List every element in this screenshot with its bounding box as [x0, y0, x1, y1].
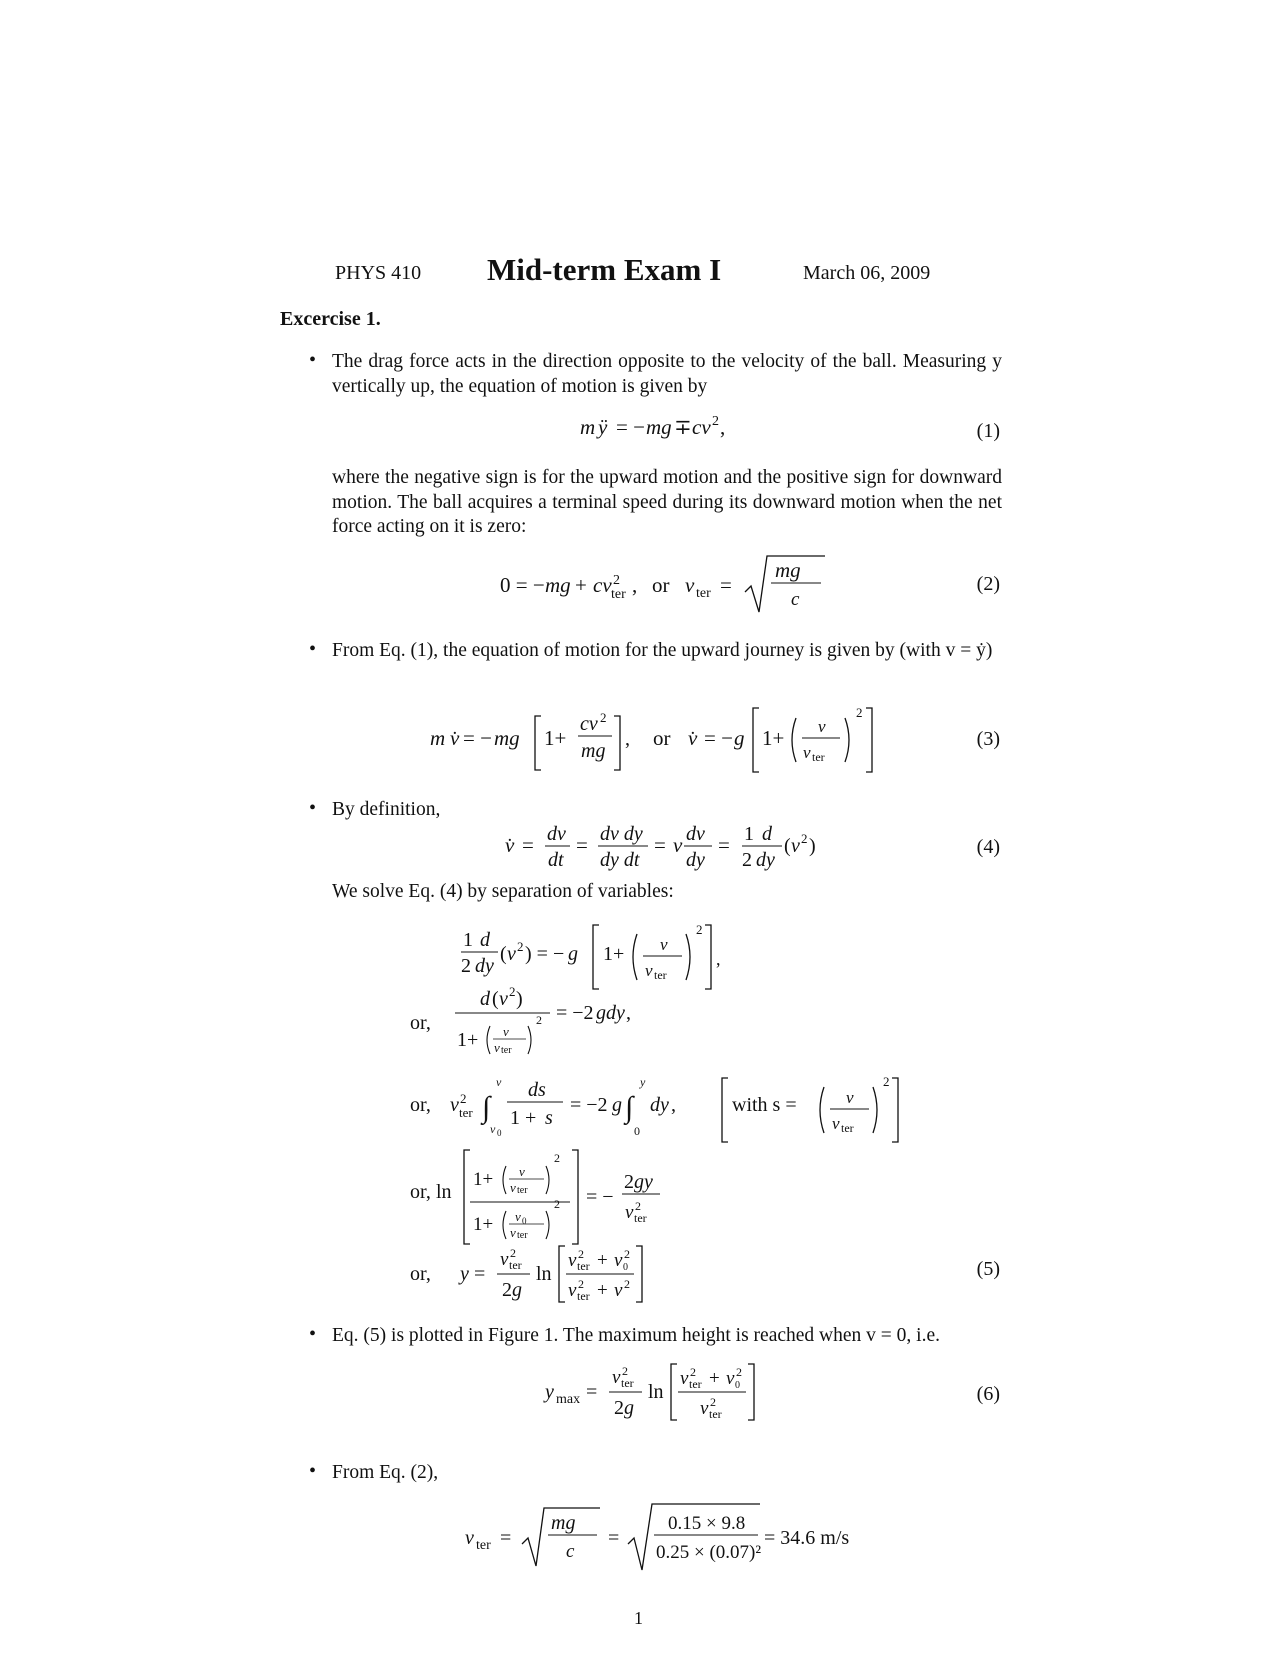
svg-text:v: v — [818, 717, 826, 736]
bullet-2: • — [309, 638, 317, 660]
svg-text:v: v — [568, 1250, 577, 1271]
svg-text:ln: ln — [536, 1263, 552, 1285]
svg-text:=: = — [500, 1527, 512, 1549]
svg-text:ter: ter — [577, 1289, 590, 1303]
svg-text:or: or — [653, 726, 671, 750]
svg-text:2: 2 — [510, 1246, 516, 1260]
svg-text:ter: ter — [709, 1407, 722, 1421]
svg-text:d: d — [480, 988, 490, 1010]
svg-text:ter: ter — [841, 1121, 854, 1135]
svg-text:= −: = − — [463, 726, 492, 750]
svg-text:ter: ter — [459, 1105, 473, 1120]
svg-text:=: = — [720, 573, 732, 597]
svg-text:v: v — [673, 833, 683, 857]
svg-text:mg: mg — [545, 573, 571, 597]
svg-text:2: 2 — [536, 1013, 542, 1027]
numerator: 0.15 × 9.8 — [668, 1513, 746, 1534]
bullet-5: • — [309, 1460, 317, 1482]
svg-text:2: 2 — [624, 1277, 630, 1291]
svg-text:): ) — [516, 988, 523, 1010]
svg-text:v: v — [519, 1164, 525, 1179]
svg-text:y: y — [460, 1263, 469, 1285]
svg-text:v: v — [465, 1527, 474, 1549]
equation-6-number: (6) — [976, 1383, 1000, 1405]
svg-text:dv: dv — [547, 823, 566, 845]
svg-text:ter: ter — [577, 1259, 590, 1273]
svg-text:mg: mg — [551, 1512, 576, 1534]
svg-text:2: 2 — [690, 1365, 696, 1379]
svg-text:= −2: = −2 — [556, 1002, 594, 1024]
svg-text:v: v — [490, 1122, 496, 1136]
svg-text:=: = — [718, 833, 730, 857]
svg-text:=: = — [474, 1263, 486, 1285]
bullet-4: • — [309, 1323, 317, 1345]
svg-text:2: 2 — [710, 1395, 716, 1409]
svg-text:g: g — [624, 1397, 634, 1419]
svg-text:v: v — [614, 1280, 623, 1301]
svg-text:+: + — [709, 1368, 720, 1389]
svg-text:y: y — [640, 1075, 646, 1089]
paragraph-5: We solve Eq. (4) by separation of variables: — [332, 881, 674, 902]
svg-text:v: v — [500, 1249, 509, 1270]
svg-text:mg: mg — [494, 726, 520, 750]
svg-text:v: v — [494, 1040, 500, 1055]
svg-text:v: v — [499, 988, 508, 1010]
page-number: 1 — [634, 1608, 643, 1628]
equation-3-number: (3) — [976, 728, 1000, 750]
or-label-2: or, — [410, 1094, 431, 1116]
paragraph-1: The drag force acts in the direction opposite to the velocity of the ball. Measuring y vertically up, the equation of motion is given by — [332, 351, 1002, 397]
svg-text:mg: mg — [646, 415, 672, 439]
svg-text:= −: = − — [586, 1186, 614, 1208]
svg-text:2: 2 — [554, 1197, 560, 1211]
svg-text:ter: ter — [501, 1045, 512, 1056]
svg-text:d: d — [762, 823, 772, 845]
svg-text:v: v — [612, 1367, 621, 1388]
svg-text:v: v — [503, 1024, 509, 1039]
svg-text:dy: dy — [686, 849, 705, 871]
section-number: 1. — [365, 308, 381, 330]
svg-text:=: = — [576, 833, 588, 857]
svg-text:ln: ln — [648, 1381, 664, 1403]
equation-2-number: (2) — [976, 573, 1000, 595]
svg-text:mg: mg — [775, 558, 801, 582]
svg-text:=: = — [586, 1381, 598, 1403]
svg-text:0: 0 — [522, 1216, 527, 1226]
equation-5-number: (5) — [976, 1258, 1000, 1280]
svg-text:ter: ter — [812, 750, 825, 764]
paragraph-7: From Eq. (2), — [332, 1462, 439, 1483]
equation-1-number: (1) — [976, 420, 1000, 442]
bullet-1: • — [309, 349, 317, 371]
svg-text:2: 2 — [460, 1091, 467, 1106]
svg-text:2: 2 — [883, 1074, 890, 1089]
result: = 34.6 m/s — [764, 1527, 850, 1549]
svg-text:0: 0 — [634, 1124, 640, 1138]
svg-text:ter: ter — [476, 1538, 491, 1553]
svg-text:2: 2 — [613, 573, 620, 588]
svg-text:2: 2 — [801, 831, 808, 846]
svg-text:): ) — [809, 835, 816, 857]
svg-text:v: v — [450, 1094, 459, 1116]
svg-text:2: 2 — [461, 955, 471, 977]
svg-text:dy: dy — [756, 849, 775, 871]
paragraph-4: By definition, — [332, 799, 441, 820]
svg-text:v: v — [846, 1088, 854, 1107]
svg-text:2: 2 — [509, 984, 516, 999]
svg-text:∫: ∫ — [625, 1091, 634, 1124]
svg-text:dv: dv — [686, 823, 705, 845]
svg-text:+: + — [597, 1250, 608, 1271]
svg-text:0: 0 — [623, 1262, 628, 1273]
svg-text:v: v — [510, 1225, 516, 1240]
svg-text:0: 0 — [735, 1380, 740, 1391]
svg-text:v: v — [660, 935, 668, 954]
denominator: 0.25 × (0.07)² — [656, 1542, 762, 1563]
svg-text:2: 2 — [742, 849, 752, 871]
svg-text:cv: cv — [692, 415, 711, 439]
svg-text:1+: 1+ — [457, 1029, 479, 1051]
svg-text:v: v — [791, 835, 800, 857]
svg-text:gy: gy — [634, 1171, 653, 1193]
paragraph-2: where the negative sign is for the upward motion and the positive sign for downward motion. The ball acquires a terminal speed during its downward motion when the net force acting on it is zero: — [332, 467, 1002, 537]
svg-text:v: v — [700, 1398, 709, 1419]
equation-3 — [428, 700, 898, 780]
svg-text:∓: ∓ — [674, 415, 692, 439]
svg-text:y: y — [545, 1381, 554, 1403]
svg-text:=: = — [522, 833, 534, 857]
svg-text:v: v — [803, 743, 811, 762]
svg-text:g: g — [512, 1279, 522, 1301]
svg-text:g: g — [734, 726, 745, 750]
svg-text:dy dt: dy dt — [600, 849, 640, 871]
svg-text:,: , — [716, 949, 721, 969]
svg-text:1 +: 1 + — [510, 1107, 537, 1129]
svg-text:2: 2 — [622, 1364, 628, 1378]
svg-text:1+: 1+ — [603, 943, 625, 965]
svg-text:v: v — [625, 1202, 634, 1223]
svg-text:,: , — [626, 1002, 631, 1024]
svg-text:c: c — [566, 1541, 575, 1562]
svg-text:g: g — [612, 1094, 622, 1116]
svg-text:2: 2 — [635, 1199, 641, 1213]
svg-text:m: m — [580, 415, 596, 439]
svg-text:2: 2 — [614, 1397, 624, 1419]
svg-text:0 = −: 0 = − — [500, 573, 545, 597]
svg-text:1+: 1+ — [544, 726, 567, 750]
svg-text:= −2: = −2 — [570, 1094, 608, 1116]
svg-text:= −: = − — [704, 726, 733, 750]
svg-text:2: 2 — [502, 1279, 512, 1301]
svg-text:2: 2 — [624, 1171, 634, 1193]
svg-text:or: or — [652, 573, 670, 597]
svg-text:2: 2 — [696, 922, 703, 937]
svg-text:ter: ter — [517, 1230, 528, 1241]
svg-text:v: v — [832, 1114, 840, 1133]
svg-text:ter: ter — [654, 968, 667, 982]
paragraph-3: From Eq. (1), the equation of motion for the upward journey is given by (with v = ẏ) — [332, 640, 993, 661]
svg-text:ds: ds — [528, 1079, 546, 1101]
svg-text:+: + — [597, 1280, 608, 1301]
svg-text:v: v — [685, 573, 695, 597]
svg-text:1+: 1+ — [473, 1214, 494, 1235]
svg-text:v: v — [496, 1075, 502, 1089]
svg-text:v: v — [645, 961, 653, 980]
svg-text:c: c — [791, 589, 800, 610]
svg-text:ter: ter — [509, 1258, 522, 1272]
svg-text:1+: 1+ — [762, 726, 785, 750]
section-label: Excercise — [280, 308, 361, 330]
svg-text:gdy: gdy — [596, 1002, 625, 1024]
svg-text:1+: 1+ — [473, 1169, 494, 1190]
svg-text:1: 1 — [463, 929, 473, 951]
svg-text:1: 1 — [744, 823, 754, 845]
svg-text:v: v — [507, 943, 516, 965]
svg-text:,: , — [632, 573, 638, 597]
or-label-3: or, — [410, 1181, 431, 1203]
svg-text:=: = — [608, 1527, 620, 1549]
svg-text:= −: = − — [616, 415, 645, 439]
svg-text:d: d — [480, 929, 490, 951]
svg-text:2: 2 — [712, 414, 719, 429]
svg-text:2: 2 — [517, 939, 524, 954]
svg-text:ter: ter — [634, 1211, 647, 1225]
svg-text:+: + — [575, 573, 587, 597]
svg-text:=: = — [654, 833, 666, 857]
equation-2 — [495, 552, 835, 616]
svg-text:2: 2 — [856, 705, 863, 720]
svg-text:max: max — [556, 1392, 581, 1407]
svg-text:,: , — [720, 415, 726, 439]
svg-text:dy: dy — [475, 955, 494, 977]
svg-text:ln: ln — [436, 1181, 452, 1203]
course-code: PHYS 410 — [335, 262, 422, 284]
svg-text:2: 2 — [578, 1247, 584, 1261]
derivation-block — [400, 920, 960, 1300]
equation-1 — [560, 412, 780, 442]
svg-text:(: ( — [500, 943, 507, 965]
svg-text:(: ( — [492, 988, 499, 1010]
svg-text:m: m — [430, 726, 446, 750]
equation-4-number: (4) — [976, 836, 1000, 858]
svg-text:2: 2 — [578, 1277, 584, 1291]
svg-text:,: , — [625, 728, 630, 750]
svg-text:ter: ter — [696, 586, 711, 601]
section-heading — [280, 308, 381, 331]
svg-text:cv: cv — [580, 713, 598, 735]
svg-text:cv: cv — [593, 573, 612, 597]
svg-text:v̇: v̇ — [450, 726, 460, 750]
svg-text:mg: mg — [581, 740, 606, 762]
svg-text:0: 0 — [497, 1128, 502, 1138]
svg-text:g: g — [568, 943, 578, 965]
svg-text:2: 2 — [600, 710, 607, 725]
svg-text:2: 2 — [736, 1365, 742, 1379]
svg-text:∫: ∫ — [482, 1091, 491, 1124]
svg-text:2: 2 — [554, 1151, 560, 1165]
svg-text:s: s — [545, 1107, 553, 1129]
svg-text:dy: dy — [650, 1094, 669, 1116]
svg-text:,: , — [671, 1094, 676, 1116]
svg-text:ÿ: ÿ — [598, 415, 608, 439]
svg-text:dt: dt — [548, 849, 564, 871]
svg-text:2: 2 — [624, 1247, 630, 1261]
or-label-1: or, — [410, 1012, 431, 1034]
svg-text:v: v — [614, 1250, 623, 1271]
equation-5 — [410, 1244, 670, 1308]
svg-text:ter: ter — [689, 1377, 702, 1391]
page-title: Mid-term Exam I — [487, 252, 722, 287]
bullet-3: • — [309, 797, 317, 819]
svg-text:v: v — [568, 1280, 577, 1301]
svg-text:v: v — [515, 1209, 521, 1224]
svg-text:ter: ter — [517, 1185, 528, 1196]
svg-text:dv dy: dv dy — [600, 823, 643, 845]
svg-text:ter: ter — [611, 587, 626, 602]
svg-text:(: ( — [784, 835, 791, 857]
paragraph-6: Eq. (5) is plotted in Figure 1. The maximum height is reached when v = 0, i.e. — [332, 1325, 940, 1346]
equation-terminal-speed — [460, 1500, 880, 1572]
equation-6 — [540, 1362, 790, 1426]
or-label-4: or, — [410, 1263, 431, 1285]
svg-text:v: v — [726, 1368, 735, 1389]
svg-text:v: v — [680, 1368, 689, 1389]
with-label: with s = — [732, 1094, 797, 1116]
svg-text:) = −: ) = − — [525, 943, 565, 965]
svg-text:v̇: v̇ — [505, 833, 515, 857]
svg-text:v: v — [510, 1180, 516, 1195]
svg-text:ter: ter — [621, 1376, 634, 1390]
exam-date: March 06, 2009 — [803, 262, 931, 284]
svg-text:v̇: v̇ — [688, 726, 698, 750]
equation-4 — [500, 816, 830, 876]
